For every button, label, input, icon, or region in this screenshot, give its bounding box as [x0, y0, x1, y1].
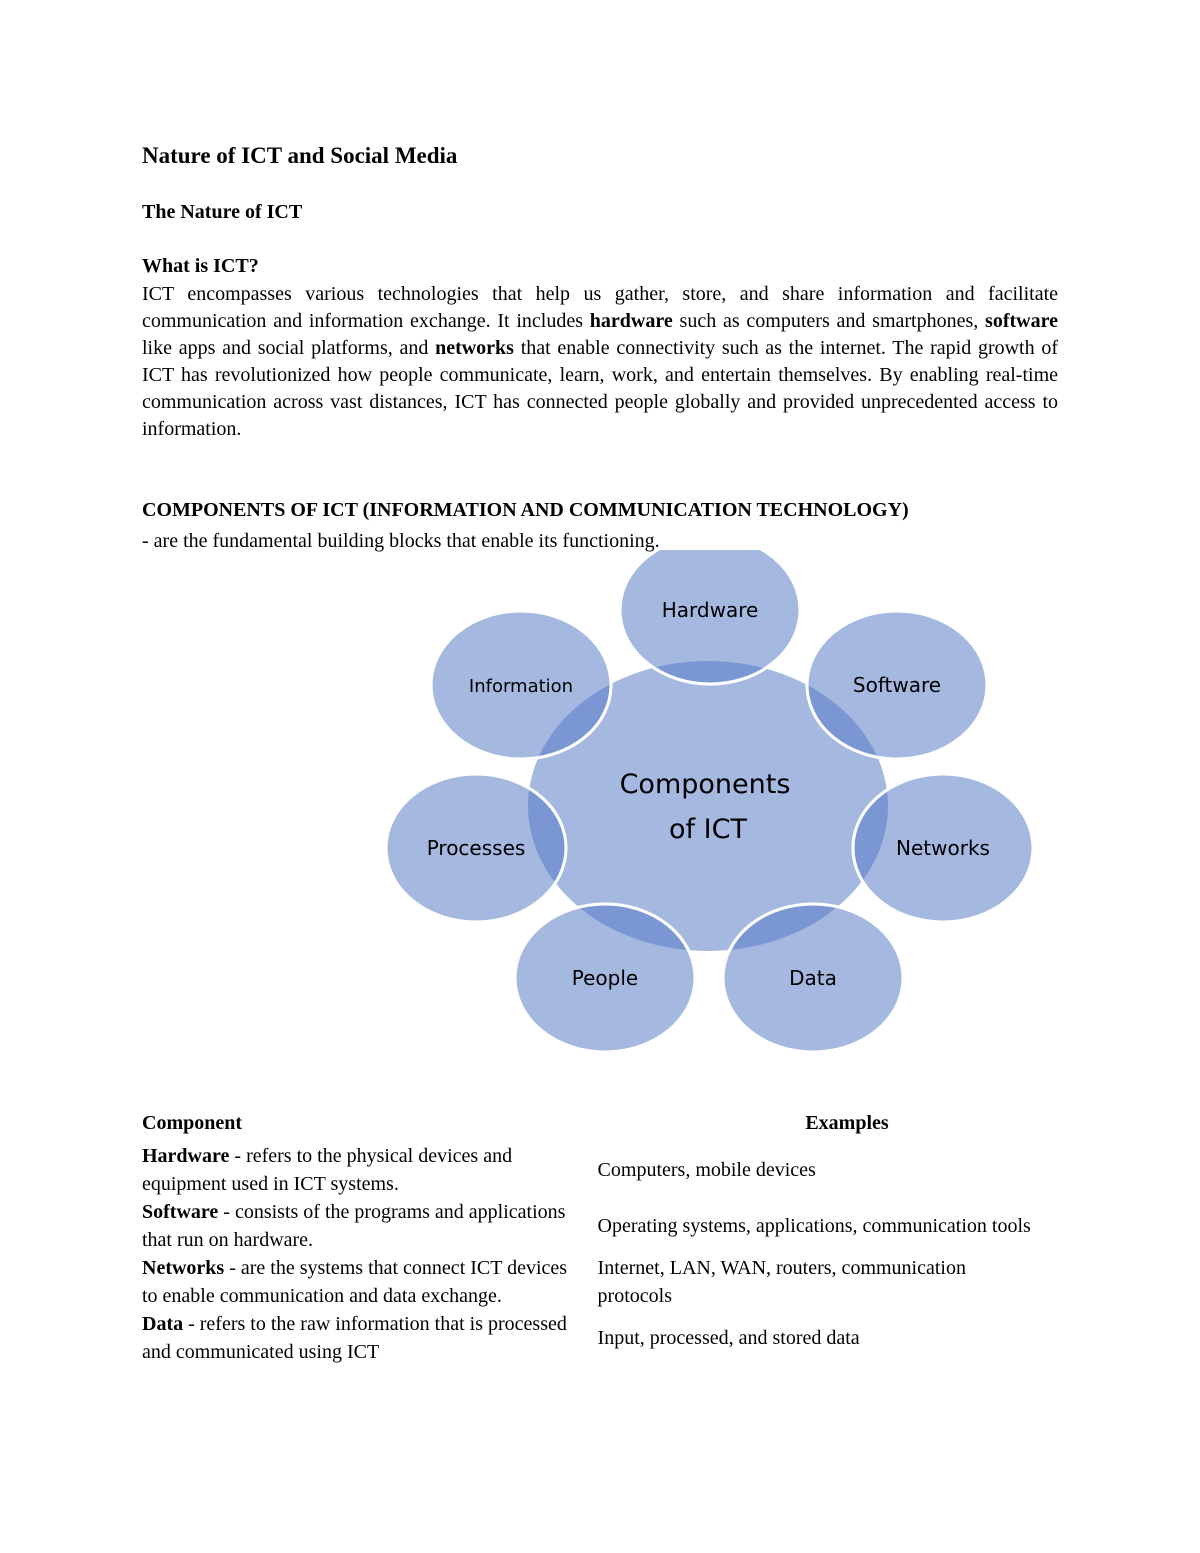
node-label-data: Data [789, 966, 837, 990]
components-diagram [380, 550, 1040, 1060]
table-header [142, 1112, 1042, 1142]
component-term: Data [142, 1313, 184, 1335]
component-examples: Computers, mobile devices [597, 1159, 816, 1181]
components-subtitle: - are the fundamental building blocks that enable its functioning. [142, 530, 660, 552]
table-row [142, 1142, 1042, 1198]
component-term: Hardware [142, 1145, 230, 1167]
component-definition: - consists of the programs and applications that run on hardware. [142, 1201, 566, 1251]
components-heading: COMPONENTS OF ICT (INFORMATION AND COMMUNICATION TECHNOLOGY) [142, 499, 909, 521]
intro-term-networks: networks [435, 337, 514, 359]
component-definition: - are the systems that connect ICT devices to enable communication and data exchange. [142, 1257, 568, 1307]
intro-text-1: ICT encompasses various technologies that help us gather, store, and share information and facilitate communication and information exchange. It includes [142, 283, 1058, 332]
component-examples: Internet, LAN, WAN, routers, communication protocols [597, 1257, 966, 1307]
node-label-information: Information [468, 676, 574, 697]
examples-cell [592, 1310, 1042, 1366]
component-examples: Operating systems, applications, communication tools [597, 1215, 1031, 1237]
component-definition: - refers to the raw information that is processed and communicated using ICT [142, 1313, 567, 1363]
components-table [142, 1112, 1042, 1366]
intro-term-hardware: hardware [589, 310, 673, 332]
node-label-hardware: Hardware [661, 598, 759, 622]
components-diagram-svg [380, 550, 1040, 1060]
table-row [142, 1254, 1042, 1310]
table-row [142, 1198, 1042, 1254]
component-cell [142, 1198, 579, 1254]
component-cell [142, 1254, 579, 1310]
intro-term-software: software [985, 310, 1058, 332]
component-cell [142, 1142, 579, 1198]
center-label-line1: Components [619, 769, 791, 800]
component-definition: - refers to the physical devices and equipment used in ICT systems. [142, 1145, 513, 1195]
examples-cell [592, 1254, 1042, 1310]
examples-cell [592, 1142, 1042, 1198]
header-examples: Examples [805, 1112, 889, 1134]
node-label-people: People [571, 966, 639, 990]
component-examples: Input, processed, and stored data [597, 1327, 860, 1349]
component-term: Software [142, 1201, 219, 1223]
diagram-shapes [386, 550, 1033, 1052]
intro-paragraph [142, 281, 1058, 443]
component-term: Networks [142, 1257, 225, 1279]
node-label-software: Software [852, 673, 942, 697]
node-label-processes: Processes [426, 836, 526, 860]
component-cell [142, 1310, 579, 1366]
intro-text-4: that enable connectivity such as the internet. The rapid growth of ICT has revolutionized how people communicate, learn, work, and entertain themselves. By enabling real-time communication across vast distances, ICT has connected people globally and provided unprecedented access to information. [142, 337, 1058, 440]
intro-text-2: such as computers and smartphones, [672, 310, 986, 332]
intro-text-3: like apps and social platforms, and [142, 337, 436, 359]
question-heading: What is ICT? [142, 255, 259, 277]
header-component: Component [142, 1112, 243, 1134]
center-label-line2: of ICT [669, 814, 747, 845]
examples-cell [592, 1198, 1042, 1254]
node-label-networks: Networks [896, 836, 990, 860]
table-rows [142, 1142, 1042, 1366]
page-title: Nature of ICT and Social Media [142, 143, 458, 168]
section-title: The Nature of ICT [142, 201, 303, 223]
table-row [142, 1310, 1042, 1366]
